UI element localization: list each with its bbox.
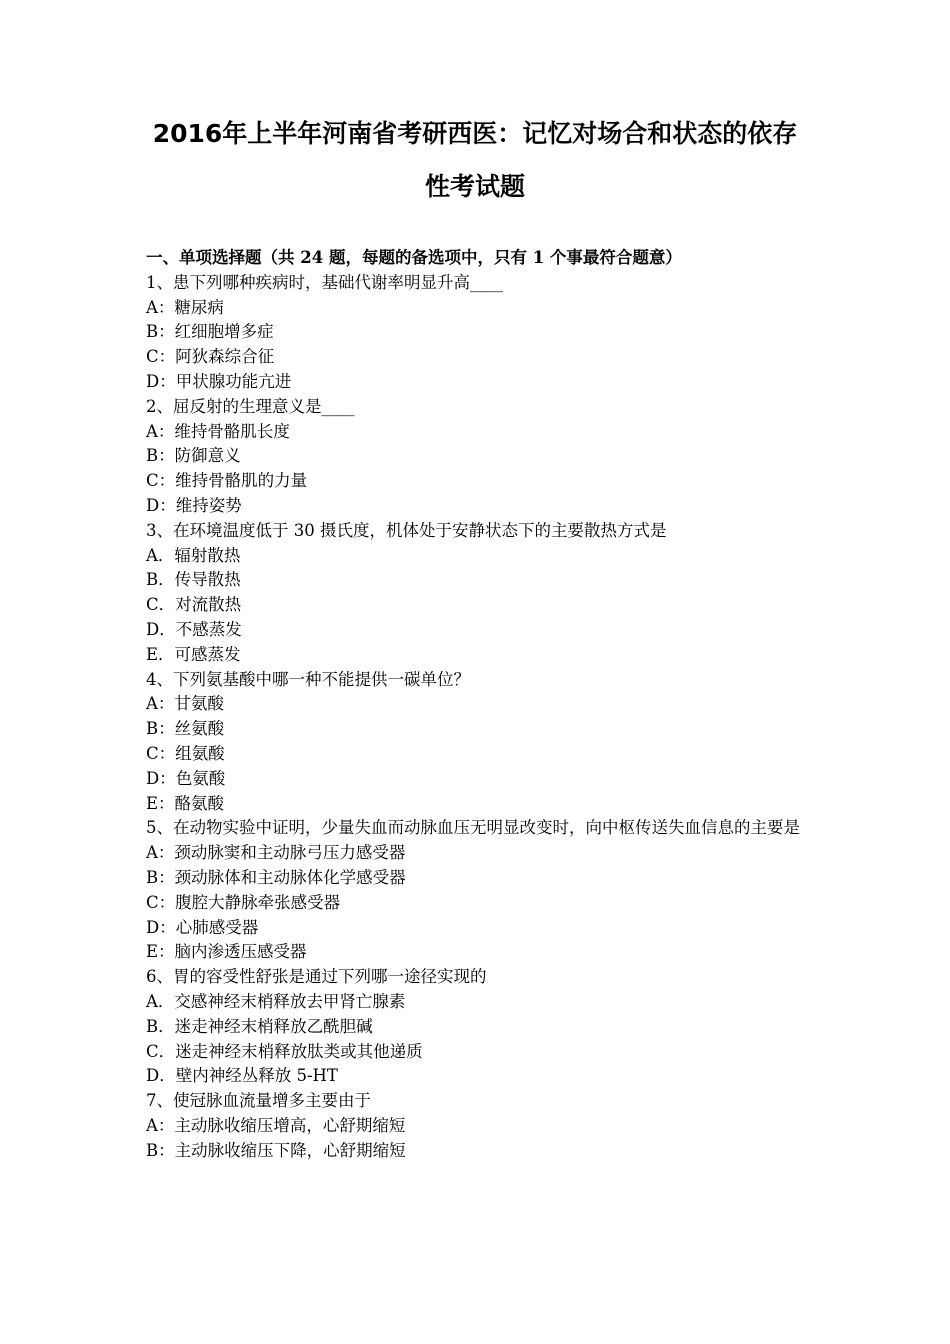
option-line: C：阿狄森综合征 [146, 347, 275, 367]
option-line: A：甘氨酸 [146, 694, 224, 714]
option-line: A．交感神经末梢释放去甲肾亡腺素 [146, 991, 406, 1011]
option-line: B：主动脉收缩压下降，心舒期缩短 [146, 1140, 406, 1160]
option-line: D：维持姿势 [146, 495, 242, 515]
option-line: D：心肺感受器 [146, 917, 259, 937]
question-1 [146, 271, 810, 395]
option-line: E：脑内渗透压感受器 [146, 942, 307, 962]
question-text: 2、屈反射的生理意义是____ [146, 396, 355, 416]
question-text: 4、下列氨基酸中哪一种不能提供一碳单位？ [146, 669, 470, 689]
question-text: 3、在环境温度低于 30 摄氏度，机体处于安静状态下的主要散热方式是 [146, 520, 667, 540]
question-4 [146, 668, 810, 817]
option-line: D．不感蒸发 [146, 619, 242, 639]
option-line: C．对流散热 [146, 595, 242, 615]
option-line: B：颈动脉体和主动脉体化学感受器 [146, 867, 406, 887]
option-line: B．迷走神经末梢释放乙酰胆碱 [146, 1016, 373, 1036]
document-title-line-2: 性考试题 [424, 172, 525, 201]
document-title-line-1: 2016年上半年河南省考研西医：记忆对场合和状态的依存 [152, 119, 798, 148]
option-line: C．迷走神经末梢释放肽类或其他递质 [146, 1041, 423, 1061]
option-line: C：腹腔大静脉牵张感受器 [146, 892, 341, 912]
option-line: A：颈动脉窦和主动脉弓压力感受器 [146, 843, 406, 863]
option-line: B：防御意义 [146, 446, 241, 466]
option-line: D：甲状腺功能亢进 [146, 371, 292, 391]
question-text: 7、使冠脉血流量增多主要由于 [146, 1091, 371, 1111]
option-line: A．辐射散热 [146, 545, 241, 565]
option-line: C：组氨酸 [146, 743, 225, 763]
question-text: 5、在动物实验中证明，少量失血而动脉血压无明显改变时，向中枢传送失血信息的主要是 [146, 818, 800, 838]
option-line: C：维持骨骼肌的力量 [146, 471, 308, 491]
option-line: E．可感蒸发 [146, 644, 241, 664]
question-5 [146, 816, 810, 965]
question-3 [146, 519, 810, 668]
question-7 [146, 1089, 810, 1163]
option-line: D．壁内神经丛释放 5-HT [146, 1066, 338, 1086]
option-line: B：红细胞增多症 [146, 322, 274, 342]
question-6 [146, 965, 810, 1089]
option-line: E：酪氨酸 [146, 793, 225, 813]
question-text: 1、患下列哪种疾病时，基础代谢率明显升高____ [146, 272, 503, 292]
document-body [146, 246, 810, 1163]
question-2 [146, 395, 810, 519]
question-text: 6、胃的容受性舒张是通过下列哪一途径实现的 [146, 967, 487, 987]
option-line: B：丝氨酸 [146, 719, 225, 739]
section-heading: 一、单项选择题（共 24 题，每题的备选项中，只有 1 个事最符合题意） [146, 248, 682, 267]
option-line: B．传导散热 [146, 570, 241, 590]
option-line: A：维持骨骼肌长度 [146, 421, 290, 441]
option-line: A：主动脉收缩压增高，心舒期缩短 [146, 1115, 406, 1135]
option-line: D：色氨酸 [146, 768, 226, 788]
option-line: A：糖尿病 [146, 297, 224, 317]
